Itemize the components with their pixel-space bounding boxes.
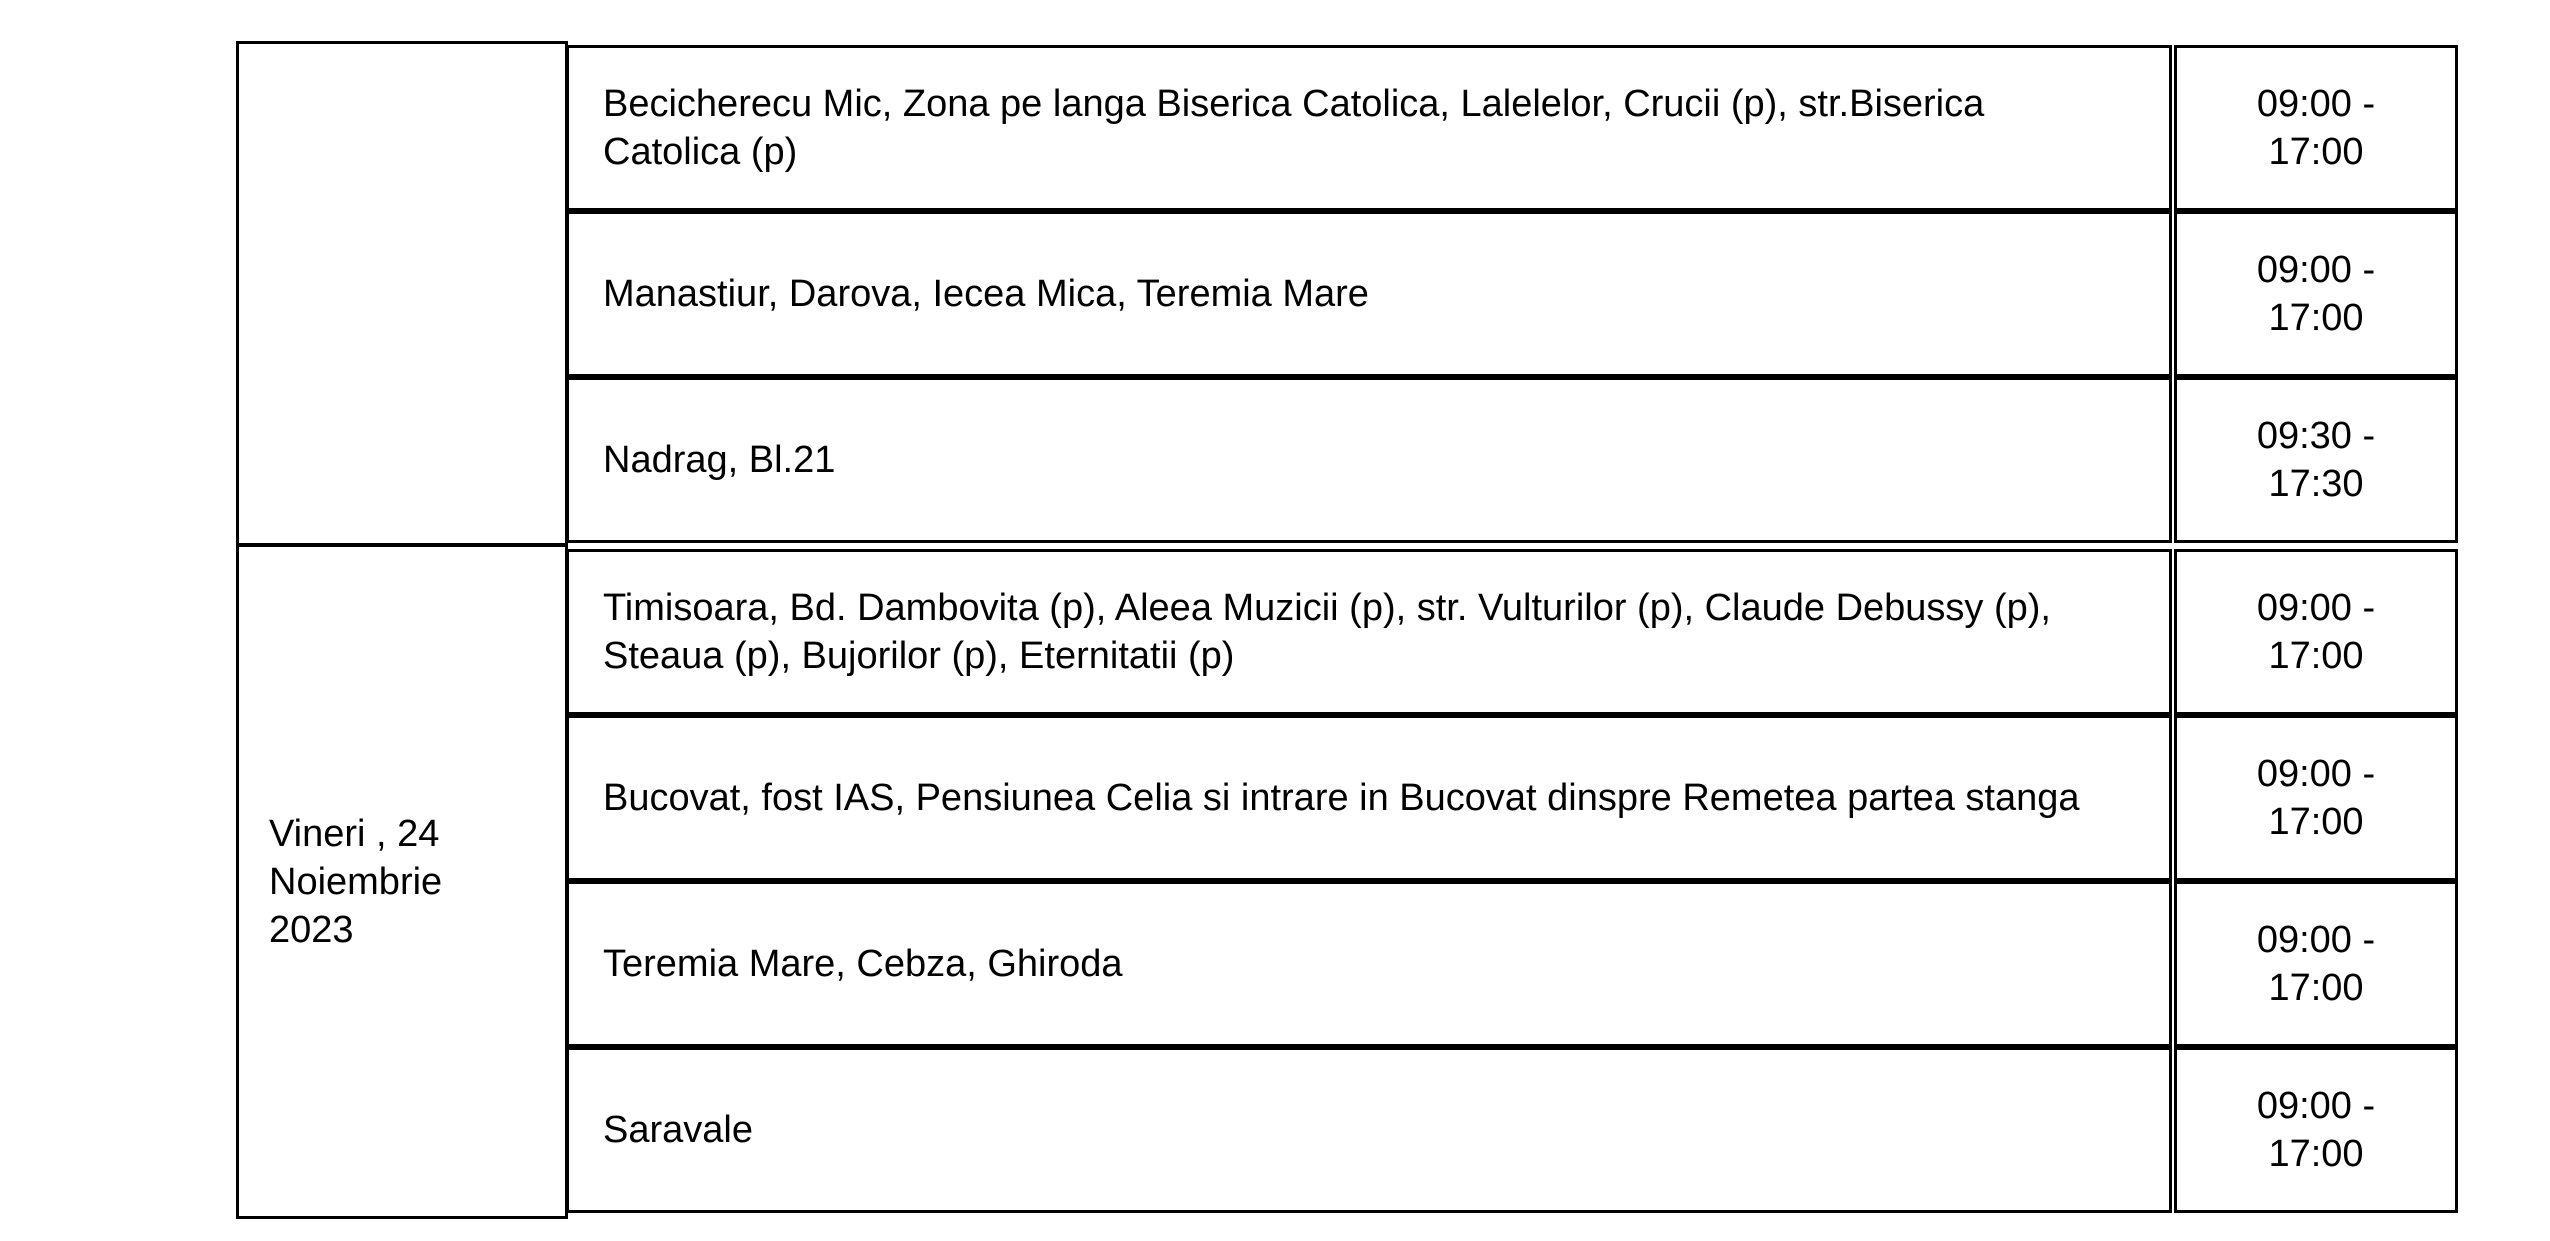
time-cell — [2174, 377, 2458, 543]
time-cell — [2174, 45, 2458, 211]
time-cell — [2174, 549, 2458, 715]
location-text: Timisoara, Bd. Dambovita (p), Aleea Muzicii (p), str. Vulturilor (p), Claude Debussy (p), Steaua (p), Bujorilor (p), Eternitatii (p) — [603, 587, 2051, 677]
location-cell — [566, 1047, 2172, 1213]
time-text: 09:00 - 17:00 — [2256, 1085, 2376, 1175]
location-text: Teremia Mare, Cebza, Ghiroda — [603, 943, 1123, 985]
location-cell — [566, 549, 2172, 715]
time-text: 09:00 - 17:00 — [2256, 919, 2376, 1009]
day-cell: Vineri , 24 Noiembrie 2023 — [236, 544, 568, 1219]
time-text: 09:00 - 17:00 — [2256, 249, 2376, 339]
location-text: Becicherecu Mic, Zona pe langa Biserica Catolica, Lalelelor, Crucii (p), str.Biserica Catolica (p) — [603, 83, 1985, 173]
location-text: Nadrag, Bl.21 — [603, 439, 836, 481]
day-cell — [236, 41, 568, 546]
time-cell — [2174, 1047, 2458, 1213]
location-cell — [566, 715, 2172, 881]
time-cell — [2174, 881, 2458, 1047]
time-text: 09:00 - 17:00 — [2256, 83, 2376, 173]
location-text: Saravale — [603, 1109, 753, 1151]
location-cell — [566, 881, 2172, 1047]
time-cell — [2174, 715, 2458, 881]
location-cell — [566, 377, 2172, 543]
time-cell — [2174, 211, 2458, 377]
location-text: Manastiur, Darova, Iecea Mica, Teremia Mare — [603, 273, 1369, 315]
location-text: Bucovat, fost IAS, Pensiunea Celia si intrare in Bucovat dinspre Remetea partea stanga — [603, 777, 2080, 819]
time-text: 09:00 - 17:00 — [2256, 587, 2376, 677]
time-text: 09:30 - 17:30 — [2256, 415, 2376, 505]
location-cell — [566, 211, 2172, 377]
location-cell — [566, 45, 2172, 211]
time-text: 09:00 - 17:00 — [2256, 753, 2376, 843]
